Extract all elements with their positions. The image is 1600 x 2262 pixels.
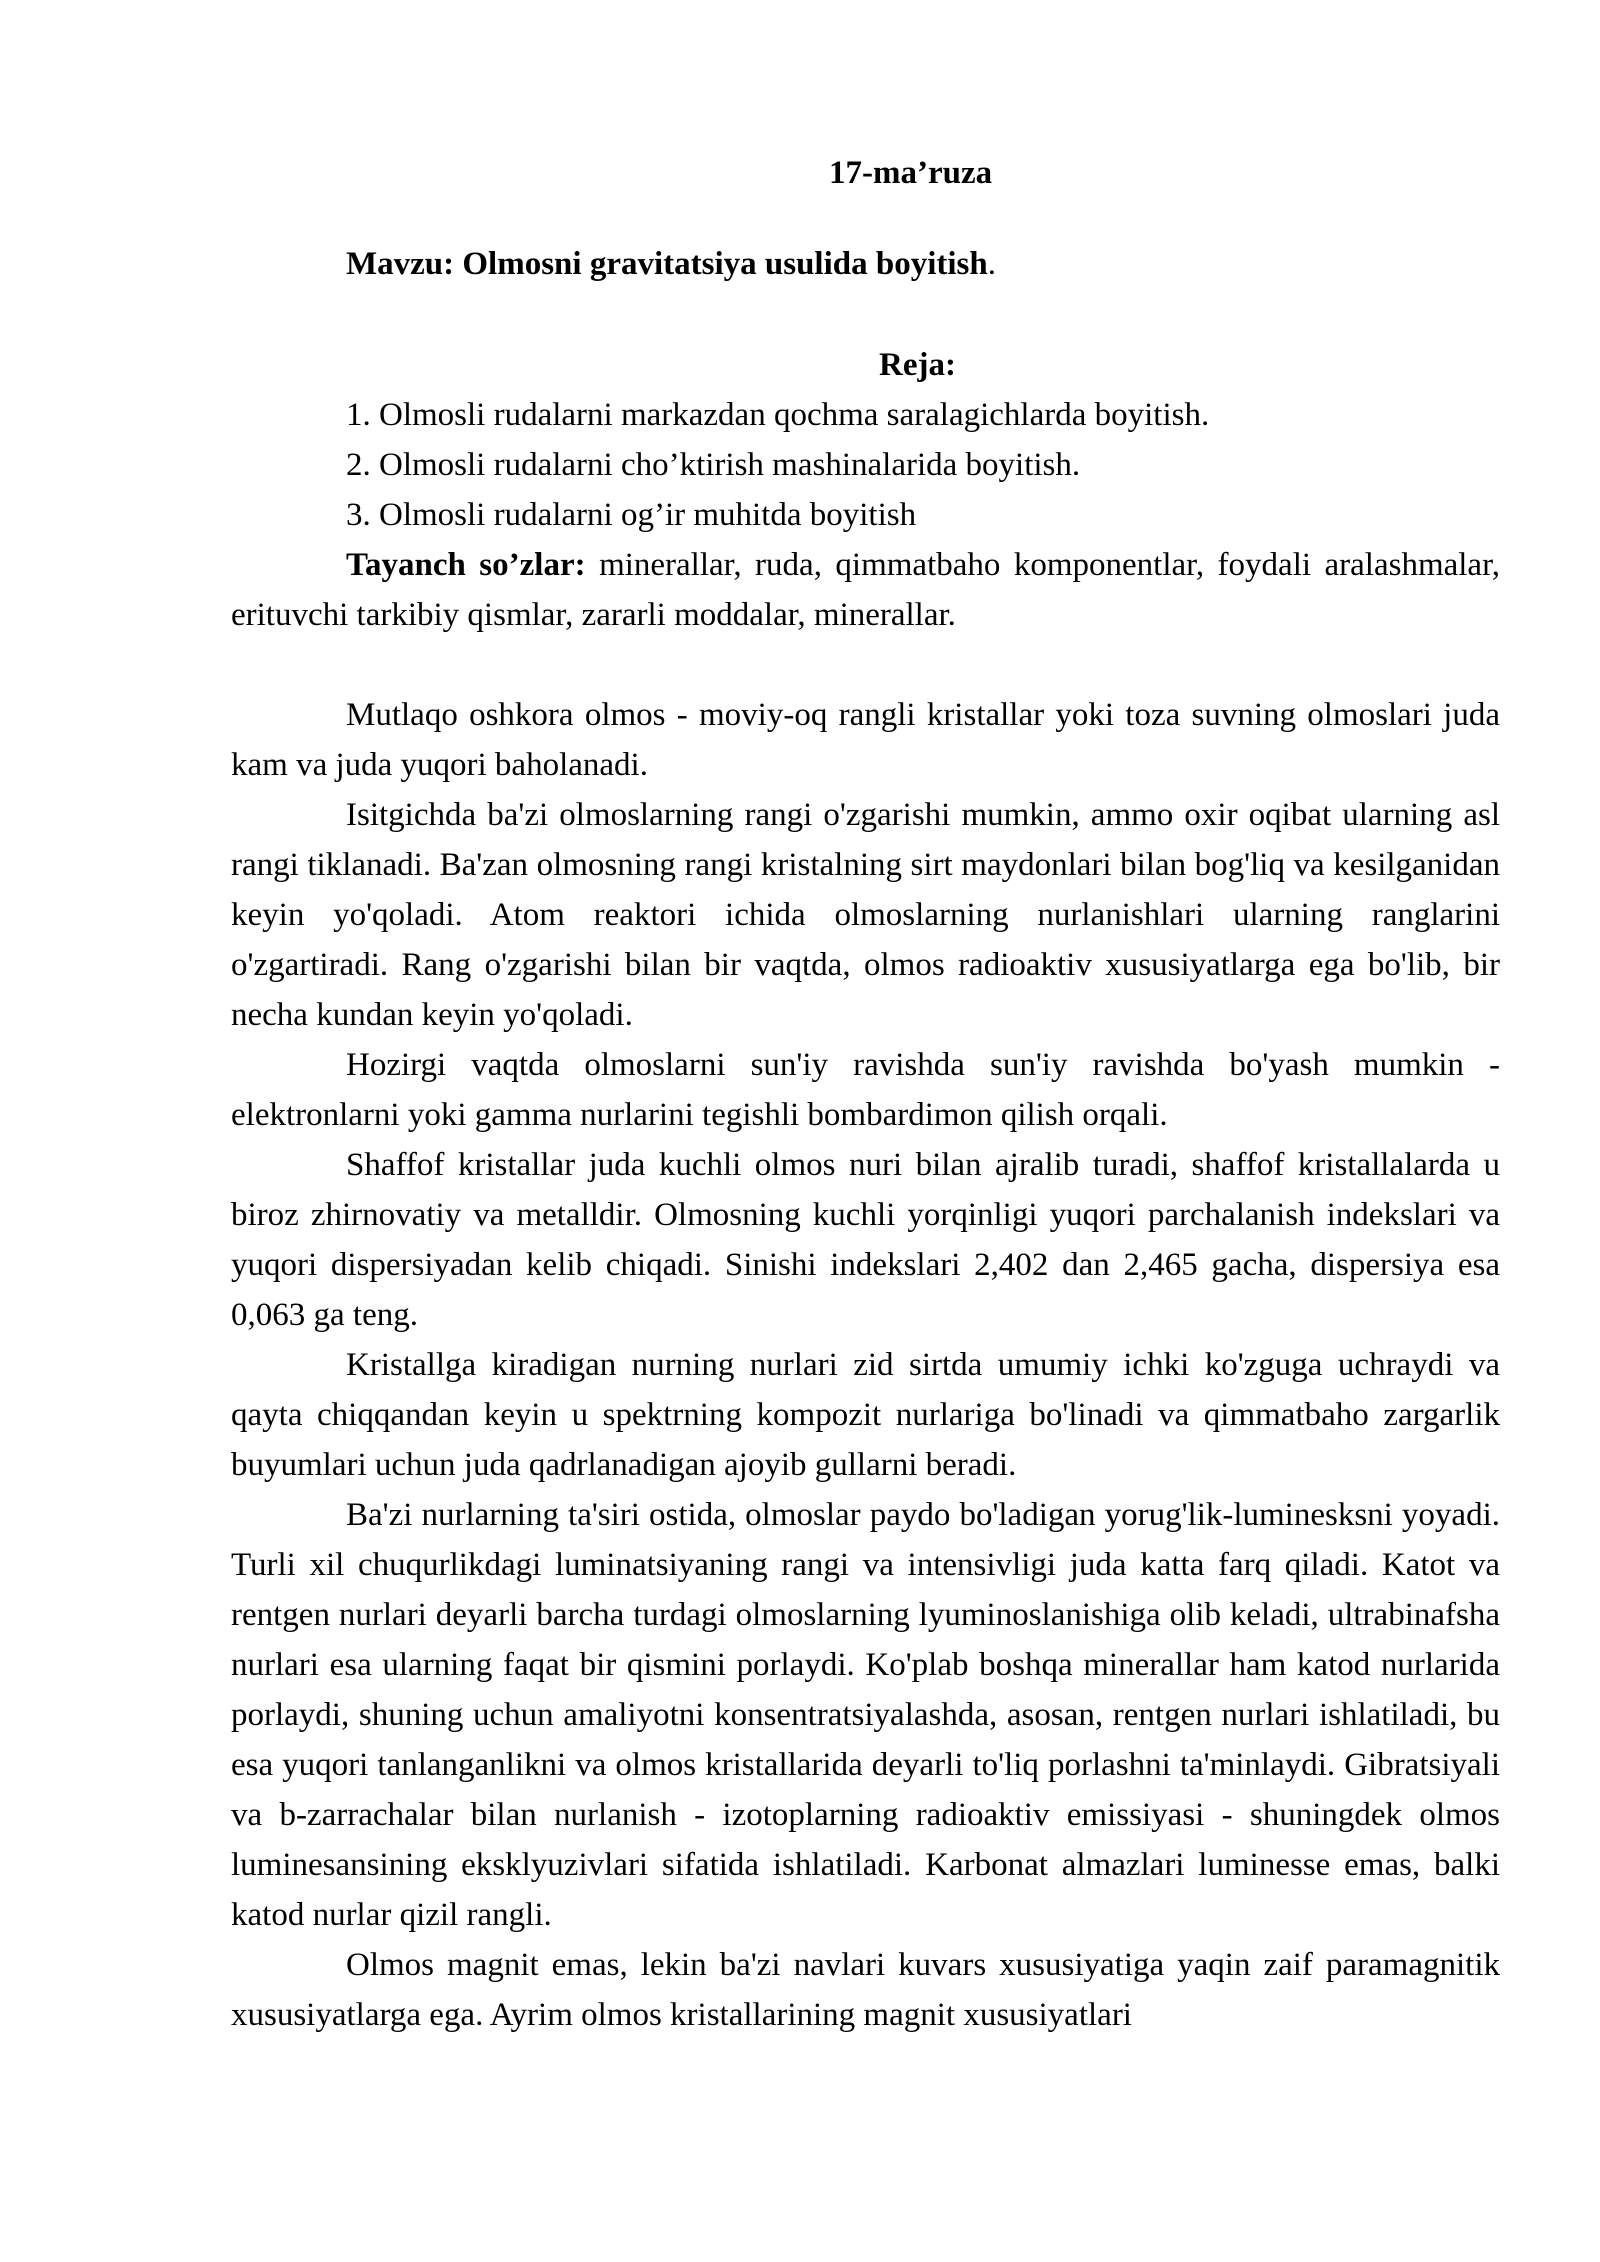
blank-line (231, 640, 1500, 690)
topic-trailing: . (987, 246, 996, 282)
spacer (231, 198, 1500, 239)
keywords-label: Tayanch so’zlar: (346, 547, 586, 583)
spacer (231, 289, 1500, 340)
keywords-paragraph (231, 540, 1500, 640)
body-paragraph: Shaffof kristallar juda kuchli olmos nuri bilan ajralib turadi, shaffof kristallalarda u biroz zhirnovatiy va metalldir. Olmosning kuchli yorqinligi yuqori parchalanish indekslari va yuqori dispersiyadan kelib chiqadi. Sinishi indekslari 2,402 dan 2,465 gacha, dispersiya esa 0,063 ga teng. (231, 1147, 1500, 1333)
body-paragraph: Kristallga kiradigan nurning nurlari zid sirtda umumiy ichki ko'zguga uchraydi va qayta chiqqandan keyin u spektrning kompozit nurlariga bo'linadi va qimmatbaho zargarlik buyumlari uchun juda qadrlanadigan ajoyib gullarni beradi. (231, 1347, 1500, 1483)
body-paragraph: Ba'zi nurlarning ta'siri ostida, olmoslar paydo bo'ladigan yorug'lik-luminesksni yoyadi. Turli xil chuqurlikdagi luminatsiyaning rangi va intensivligi juda katta farq qiladi. Katot va rentgen nurlari deyarli barcha turdagi olmoslarning lyuminoslanishiga olib keladi, ultrabinafsha nurlari esa ularning faqat bir qismini porlaydi. Ko'plab boshqa minerallar ham katod nurlarida porlaydi, shuning uchun amaliyotni konsentratsiyalashda, asosan, rentgen nurlari ishlatiladi, bu esa yuqori tanlanganlikni va olmos kristallarida deyarli to'liq porlashni ta'minlaydi. Gibratsiyali va b-zarrachalar bilan nurlanish - izotoplarning radioaktiv emissiyasi - shuningdek olmos luminesansining eksklyuzivlari sifatida ishlatiladi. Karbonat almazlari luminesse emas, balki katod nurlar qizil rangli. (231, 1497, 1500, 1933)
lecture-number: 17-ma’ruza (829, 155, 993, 191)
plan-item: 3. Olmosli rudalarni og’ir muhitda boyitish (346, 497, 917, 533)
plan-item: 2. Olmosli rudalarni cho’ktirish mashinalarida boyitish. (346, 447, 1081, 483)
body-paragraph: Mutlaqo oshkora olmos - moviy-oq rangli kristallar yoki toza suvning olmoslari juda kam va juda yuqori baholanadi. (231, 697, 1500, 783)
document-content (231, 148, 1500, 2040)
body-paragraph: Isitgichda ba'zi olmoslarning rangi o'zgarishi mumkin, ammo oxir oqibat ularning asl rangi tiklanadi. Ba'zan olmosning rangi kristalning sirt maydonlari bilan bog'liq va kesilganidan keyin yo'qoladi. Atom reaktori ichida olmoslarning nurlanishlari ularning ranglarini o'zgartiradi. Rang o'zgarishi bilan bir vaqtda, olmos radioaktiv xususiyatlarga ega bo'lib, bir necha kundan keyin yo'qoladi. (231, 797, 1500, 1033)
topic-title: Mavzu: Olmosni gravitatsiya usulida boyitish (346, 246, 988, 282)
plan-heading: Reja: (879, 347, 956, 383)
body-paragraph: Olmos magnit emas, lekin ba'zi navlari kuvars xususiyatiga yaqin zaif paramagnitik xususiyatlarga ega. Ayrim olmos kristallarining magnit xususiyatlari (231, 1947, 1500, 2033)
plan-list (231, 390, 1500, 540)
topic-line (346, 239, 1500, 289)
keywords-text: minerallar, ruda, qimmatbaho komponentlar, foydali aralashmalar, erituvchi tarkibiy qismlar, zararli moddalar, minerallar. (231, 547, 1500, 633)
body-paragraph: Hozirgi vaqtda olmoslarni sun'iy ravishda sun'iy ravishda bo'yash mumkin - elektronlarni yoki gamma nurlarini tegishli bombardimon qilish orqali. (231, 1047, 1500, 1133)
plan-item: 1. Olmosli rudalarni markazdan qochma saralagichlarda boyitish. (346, 397, 1210, 433)
